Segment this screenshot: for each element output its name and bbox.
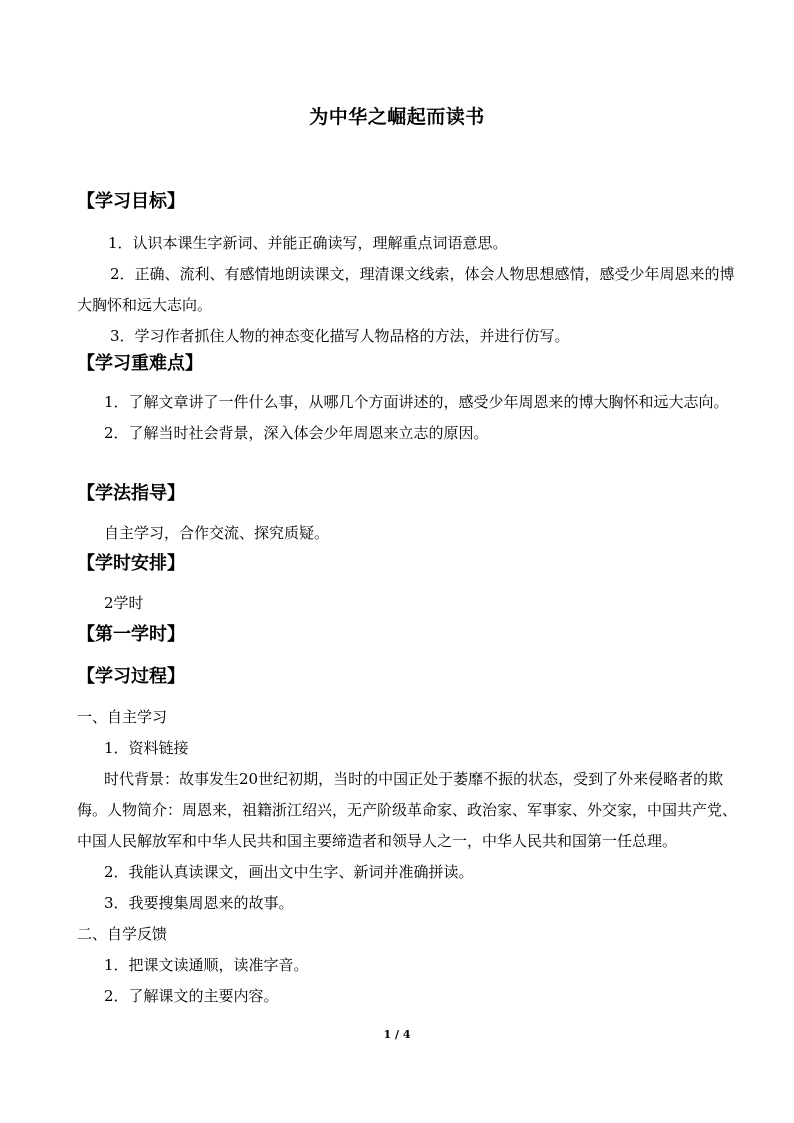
section-heading-schedule: 【学时安排】 bbox=[77, 553, 185, 574]
process-content bbox=[77, 702, 741, 1012]
goal-item-1: 1．认识本课生字新词、并能正确读写，理解重点词语意思。 bbox=[108, 234, 508, 252]
section-heading-goals: 【学习目标】 bbox=[77, 191, 185, 212]
part1-item-3: 3．我要搜集周恩来的故事。 bbox=[104, 894, 294, 912]
part1-item-1: 1．资料链接 bbox=[104, 739, 189, 757]
key-point-item-2: 2．了解当时社会背景，深入体会少年周恩来立志的原因。 bbox=[104, 424, 489, 442]
part1-title: 一、自主学习 bbox=[77, 708, 168, 726]
section-heading-key-points: 【学习重难点】 bbox=[77, 353, 203, 374]
page-number: 1 / 4 bbox=[383, 1028, 411, 1041]
section-heading-method: 【学法指导】 bbox=[77, 483, 185, 504]
goals-list bbox=[77, 228, 741, 352]
part2-title: 二、自学反馈 bbox=[77, 925, 168, 943]
part2-item-1: 1．把课文读通顺，读准字音。 bbox=[104, 956, 309, 974]
part1-background: 时代背景：故事发生20世纪初期，当时的中国正处于萎靡不振的状态，受到了外来侵略者的欺侮。人物简介：周恩来，祖籍浙江绍兴，无产阶级革命家、政治家、军事家、外交家，中国共产党、中国人民解放军和中华人民共和国主要缔造者和领导人之一，中华人民共和国第一任总理。 bbox=[77, 770, 738, 850]
section-heading-first-period: 【第一学时】 bbox=[77, 624, 185, 645]
part2-item-2: 2．了解课文的主要内容。 bbox=[104, 987, 279, 1005]
section-heading-process: 【学习过程】 bbox=[77, 666, 185, 687]
schedule-text: 2学时 bbox=[104, 594, 144, 612]
goal-item-3: 3．学习作者抓住人物的神态变化描写人物品格的方法，并进行仿写。 bbox=[110, 327, 570, 345]
key-point-item-1: 1．了解文章讲了一件什么事，从哪几个方面讲述的，感受少年周恩来的博大胸怀和远大志向。 bbox=[104, 393, 729, 411]
page-title: 为中华之崛起而读书 bbox=[309, 106, 485, 128]
method-text: 自主学习，合作交流、探究质疑。 bbox=[104, 524, 330, 542]
key-points-list bbox=[77, 387, 741, 449]
part1-item-2: 2．我能认真读课文，画出文中生字、新词并准确拼读。 bbox=[104, 863, 474, 881]
goal-item-2: 2．正确、流利、有感情地朗读课文，理清课文线索，体会人物思想感情，感受少年周恩来的博大胸怀和远大志向。 bbox=[77, 265, 735, 314]
